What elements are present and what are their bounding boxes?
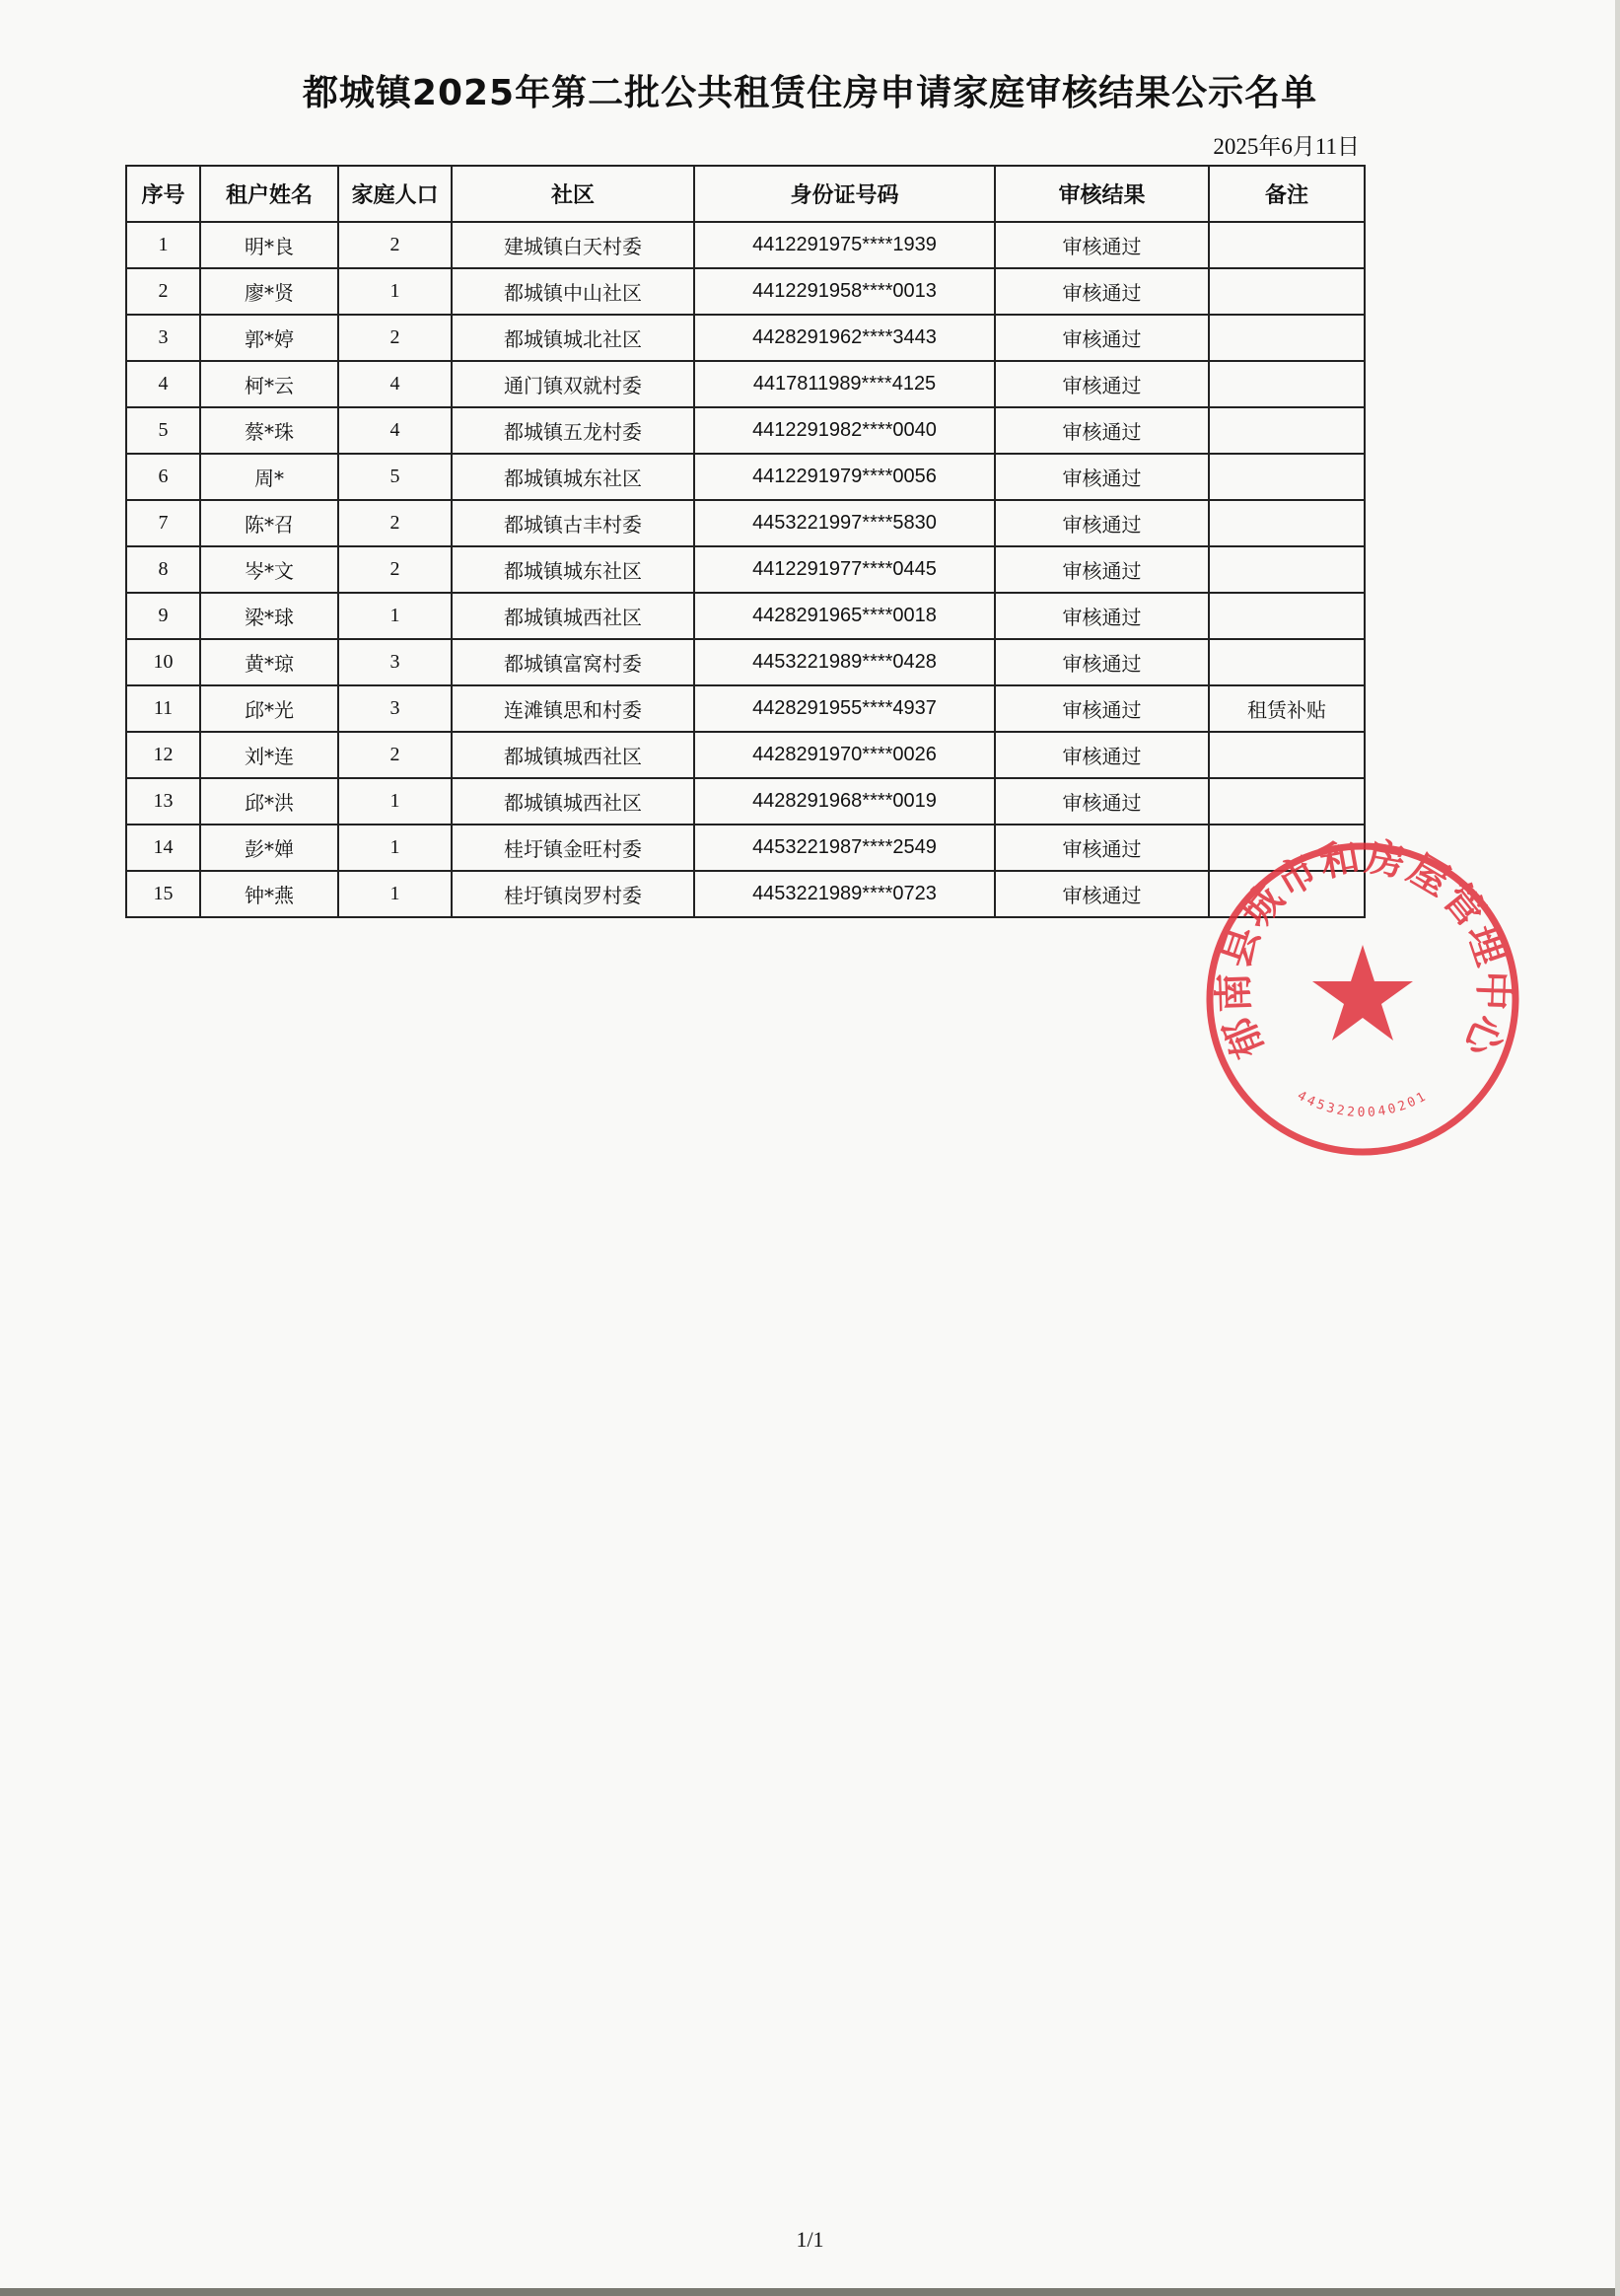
row-community: 都城镇城西社区 xyxy=(452,593,694,639)
table-row xyxy=(126,268,1365,315)
header-note: 备注 xyxy=(1209,166,1365,222)
row-members: 1 xyxy=(338,593,452,639)
header-id: 身份证号码 xyxy=(694,166,995,222)
page-number: 1/1 xyxy=(796,2227,824,2252)
table-row xyxy=(126,685,1365,732)
row-result: 审核通过 xyxy=(995,546,1209,593)
row-name: 梁*球 xyxy=(200,593,338,639)
row-members: 2 xyxy=(338,222,452,268)
row-note xyxy=(1209,732,1365,778)
row-id: 4412291977****0445 xyxy=(694,546,995,593)
row-result: 审核通过 xyxy=(995,732,1209,778)
official-seal xyxy=(1200,836,1525,1162)
row-note xyxy=(1209,778,1365,825)
row-id: 4428291955****4937 xyxy=(694,685,995,732)
row-members: 3 xyxy=(338,639,452,685)
row-no: 13 xyxy=(126,778,200,825)
row-note xyxy=(1209,593,1365,639)
row-members: 2 xyxy=(338,732,452,778)
table-header-row xyxy=(126,166,1365,222)
scan-edge-right xyxy=(1615,0,1620,2296)
applicant-table xyxy=(125,165,1366,918)
row-result: 审核通过 xyxy=(995,454,1209,500)
row-result: 审核通过 xyxy=(995,593,1209,639)
row-note xyxy=(1209,500,1365,546)
row-no: 2 xyxy=(126,268,200,315)
header-name: 租户姓名 xyxy=(200,166,338,222)
row-community: 建城镇白天村委 xyxy=(452,222,694,268)
row-result: 审核通过 xyxy=(995,407,1209,454)
row-id: 4417811989****4125 xyxy=(694,361,995,407)
row-result: 审核通过 xyxy=(995,222,1209,268)
row-community: 都城镇古丰村委 xyxy=(452,500,694,546)
row-members: 1 xyxy=(338,871,452,917)
table-row xyxy=(126,778,1365,825)
row-result: 审核通过 xyxy=(995,361,1209,407)
row-id: 4412291982****0040 xyxy=(694,407,995,454)
row-no: 8 xyxy=(126,546,200,593)
scan-edge-bottom xyxy=(0,2288,1620,2296)
table-row xyxy=(126,871,1365,917)
row-result: 审核通过 xyxy=(995,500,1209,546)
row-id: 4453221987****2549 xyxy=(694,825,995,871)
row-community: 都城镇城西社区 xyxy=(452,732,694,778)
row-members: 1 xyxy=(338,268,452,315)
row-id: 4453221989****0428 xyxy=(694,639,995,685)
row-id: 4453221997****5830 xyxy=(694,500,995,546)
row-note xyxy=(1209,546,1365,593)
row-note xyxy=(1209,268,1365,315)
row-note xyxy=(1209,407,1365,454)
row-community: 都城镇城北社区 xyxy=(452,315,694,361)
row-result: 审核通过 xyxy=(995,778,1209,825)
row-name: 明*良 xyxy=(200,222,338,268)
row-id: 4428291962****3443 xyxy=(694,315,995,361)
row-id: 4412291975****1939 xyxy=(694,222,995,268)
row-result: 审核通过 xyxy=(995,685,1209,732)
header-result: 审核结果 xyxy=(995,166,1209,222)
row-id: 4428291970****0026 xyxy=(694,732,995,778)
row-note xyxy=(1209,454,1365,500)
seal-mark xyxy=(1210,836,1516,1152)
row-id: 4453221989****0723 xyxy=(694,871,995,917)
table-body xyxy=(126,222,1365,917)
row-no: 12 xyxy=(126,732,200,778)
row-no: 9 xyxy=(126,593,200,639)
row-community: 通门镇双就村委 xyxy=(452,361,694,407)
publish-date: 2025年6月11日 xyxy=(1213,134,1360,159)
header-no: 序号 xyxy=(126,166,200,222)
table-row xyxy=(126,546,1365,593)
row-note xyxy=(1209,315,1365,361)
row-name: 柯*云 xyxy=(200,361,338,407)
seal-text: 郁南县城市和房屋管理中心 xyxy=(1211,836,1516,1064)
table-row xyxy=(126,454,1365,500)
table-row xyxy=(126,825,1365,871)
row-name: 钟*燕 xyxy=(200,871,338,917)
row-members: 2 xyxy=(338,500,452,546)
document-title: 都城镇2025年第二批公共租赁住房申请家庭审核结果公示名单 xyxy=(302,73,1318,113)
row-name: 彭*婵 xyxy=(200,825,338,871)
row-name: 邱*光 xyxy=(200,685,338,732)
row-members: 2 xyxy=(338,315,452,361)
row-name: 陈*召 xyxy=(200,500,338,546)
table-row xyxy=(126,732,1365,778)
row-id: 4428291968****0019 xyxy=(694,778,995,825)
row-members: 3 xyxy=(338,685,452,732)
header-members: 家庭人口 xyxy=(338,166,452,222)
row-name: 黄*琼 xyxy=(200,639,338,685)
table-row xyxy=(126,361,1365,407)
row-no: 15 xyxy=(126,871,200,917)
row-id: 4428291965****0018 xyxy=(694,593,995,639)
row-no: 11 xyxy=(126,685,200,732)
row-name: 周* xyxy=(200,454,338,500)
table-row xyxy=(126,222,1365,268)
row-members: 1 xyxy=(338,778,452,825)
row-name: 刘*连 xyxy=(200,732,338,778)
row-id: 4412291958****0013 xyxy=(694,268,995,315)
table-row xyxy=(126,315,1365,361)
row-community: 连滩镇思和村委 xyxy=(452,685,694,732)
row-community: 桂圩镇岗罗村委 xyxy=(452,871,694,917)
row-community: 桂圩镇金旺村委 xyxy=(452,825,694,871)
row-note xyxy=(1209,222,1365,268)
row-community: 都城镇五龙村委 xyxy=(452,407,694,454)
row-no: 1 xyxy=(126,222,200,268)
star-icon xyxy=(1312,945,1413,1040)
row-no: 3 xyxy=(126,315,200,361)
row-result: 审核通过 xyxy=(995,825,1209,871)
row-community: 都城镇城东社区 xyxy=(452,546,694,593)
row-result: 审核通过 xyxy=(995,268,1209,315)
row-id: 4412291979****0056 xyxy=(694,454,995,500)
row-no: 5 xyxy=(126,407,200,454)
row-name: 蔡*珠 xyxy=(200,407,338,454)
row-community: 都城镇城东社区 xyxy=(452,454,694,500)
header-community: 社区 xyxy=(452,166,694,222)
row-no: 4 xyxy=(126,361,200,407)
row-no: 14 xyxy=(126,825,200,871)
row-no: 10 xyxy=(126,639,200,685)
row-community: 都城镇城西社区 xyxy=(452,778,694,825)
row-result: 审核通过 xyxy=(995,871,1209,917)
table-row xyxy=(126,593,1365,639)
row-name: 岑*文 xyxy=(200,546,338,593)
row-name: 郭*婷 xyxy=(200,315,338,361)
row-members: 5 xyxy=(338,454,452,500)
row-members: 4 xyxy=(338,361,452,407)
row-no: 7 xyxy=(126,500,200,546)
row-result: 审核通过 xyxy=(995,639,1209,685)
row-members: 2 xyxy=(338,546,452,593)
row-result: 审核通过 xyxy=(995,315,1209,361)
row-members: 4 xyxy=(338,407,452,454)
row-community: 都城镇中山社区 xyxy=(452,268,694,315)
row-members: 1 xyxy=(338,825,452,871)
row-name: 廖*贤 xyxy=(200,268,338,315)
row-note xyxy=(1209,639,1365,685)
row-no: 6 xyxy=(126,454,200,500)
row-community: 都城镇富窝村委 xyxy=(452,639,694,685)
table-row xyxy=(126,407,1365,454)
table-row xyxy=(126,500,1365,546)
svg-text:4453220040201 xyxy=(1295,1089,1431,1120)
row-note xyxy=(1209,361,1365,407)
table-row xyxy=(126,639,1365,685)
seal-code: 4453220040201 xyxy=(1295,1088,1431,1121)
row-name: 邱*洪 xyxy=(200,778,338,825)
row-note: 租赁补贴 xyxy=(1209,685,1365,732)
